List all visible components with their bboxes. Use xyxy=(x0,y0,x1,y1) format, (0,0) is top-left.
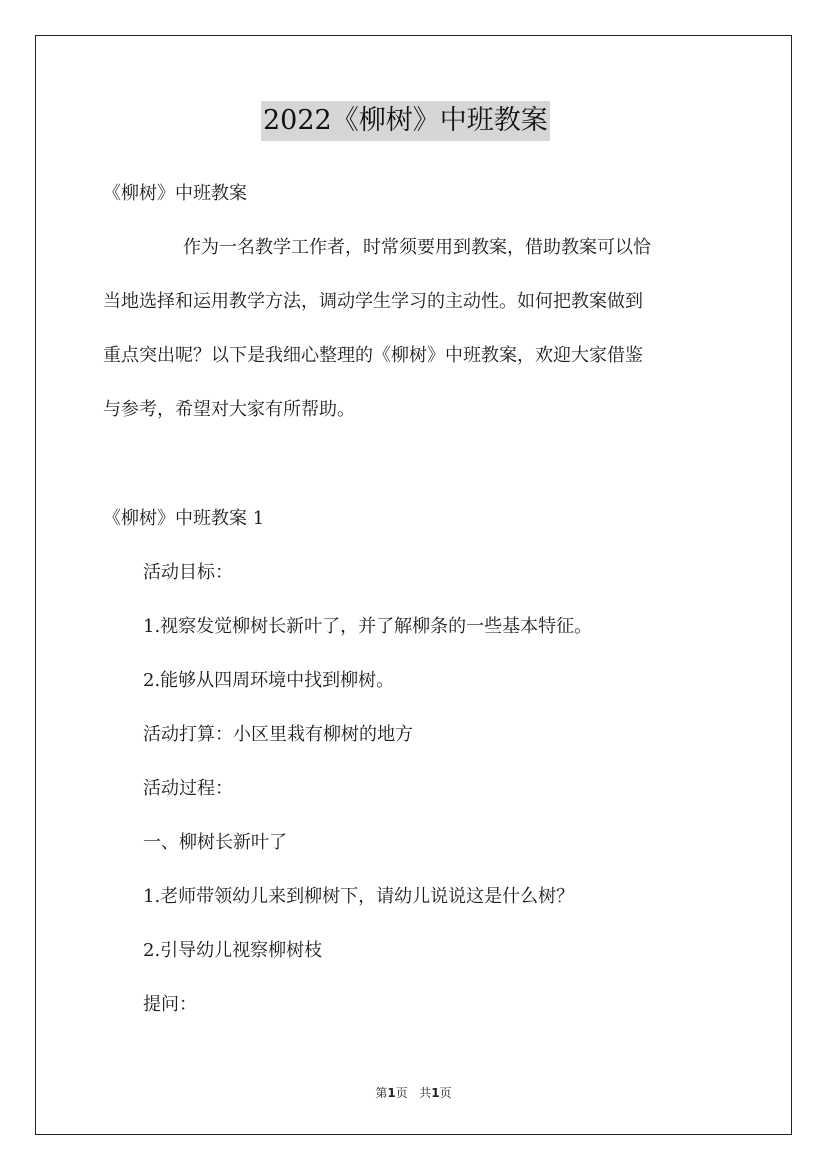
footer-page-mid: 页 共 xyxy=(395,1086,432,1100)
document-title: 2022《柳树》中班教案 xyxy=(261,101,550,141)
body-line-7: 1.老师带领幼儿来到柳树下，请幼儿说说这是什么树？ xyxy=(143,886,575,907)
footer-page-prefix: 第 xyxy=(375,1086,388,1100)
body-line-2: 1.视察发觉柳树长新叶了，并了解柳条的一些基本特征。 xyxy=(143,616,593,637)
body-line-1: 活动目标： xyxy=(143,562,233,583)
body-line-4: 活动打算：小区里栽有柳树的地方 xyxy=(143,724,413,745)
intro-line-4: 与参考，希望对大家有所帮助。 xyxy=(103,399,355,420)
intro-line-3: 重点突出呢？以下是我细心整理的《柳树》中班教案，欢迎大家借鉴 xyxy=(103,345,643,366)
footer-page-total: 1 xyxy=(431,1086,440,1100)
body-line-6: 一、柳树长新叶了 xyxy=(143,832,287,853)
body-line-8: 2.引导幼儿视察柳树枝 xyxy=(143,940,323,961)
intro-line-1: 作为一名教学工作者，时常须要用到教案，借助教案可以恰 xyxy=(183,237,651,258)
body-line-3: 2.能够从四周环境中找到柳树。 xyxy=(143,670,395,691)
document-subtitle: 《柳树》中班教案 xyxy=(103,183,247,204)
page-footer xyxy=(0,1085,827,1101)
section-heading: 《柳树》中班教案 1 xyxy=(103,508,265,529)
body-line-9: 提问： xyxy=(143,994,197,1015)
intro-line-2: 当地选择和运用教学方法，调动学生学习的主动性。如何把教案做到 xyxy=(103,291,643,312)
footer-page-number: 1 xyxy=(387,1086,396,1100)
footer-page-suffix: 页 xyxy=(439,1086,452,1100)
body-line-5: 活动过程： xyxy=(143,778,233,799)
